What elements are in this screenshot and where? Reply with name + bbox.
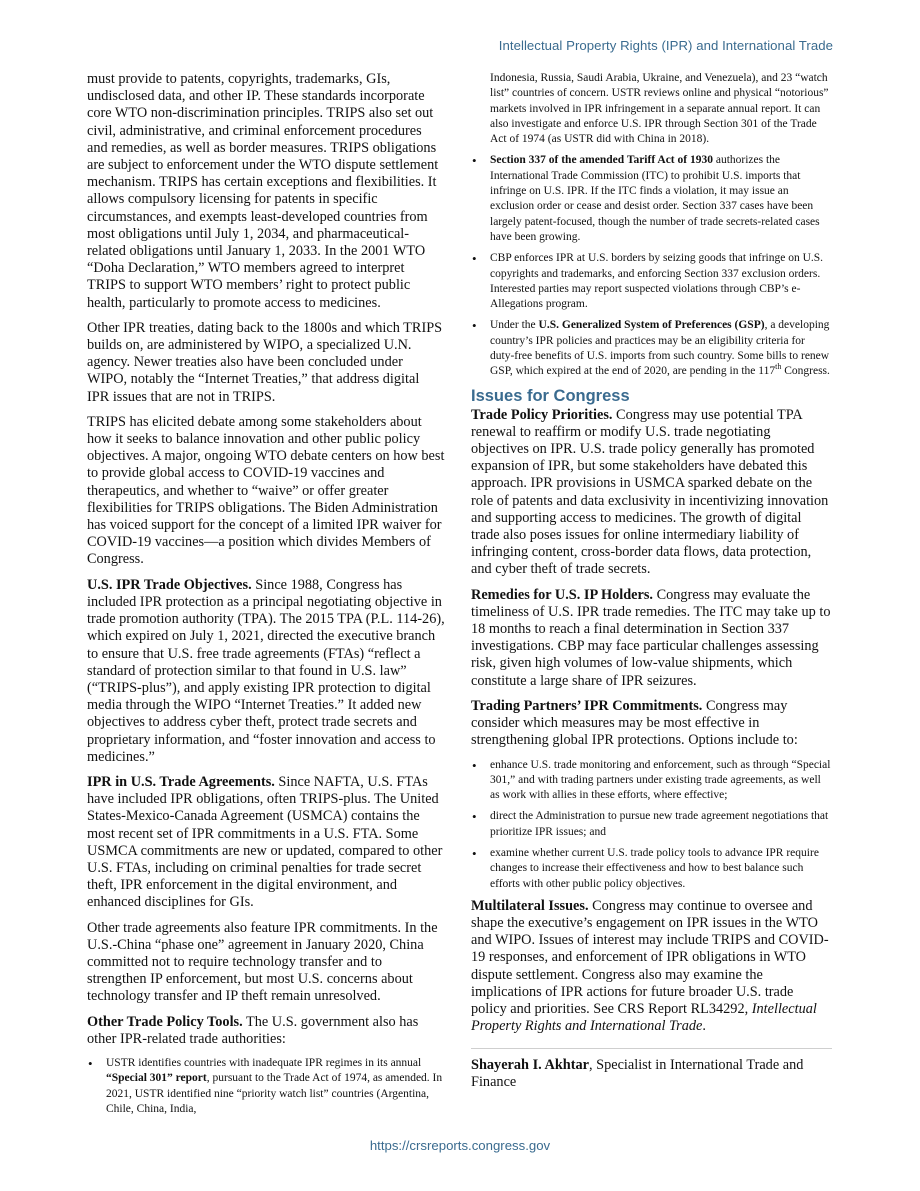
section-lead: Other Trade Policy Tools. [87, 1013, 243, 1030]
section-heading-issues-for-congress: Issues for Congress [471, 386, 630, 405]
footer-url-link[interactable]: https://crsreports.congress.gov [369, 1138, 551, 1153]
section-lead: U.S. IPR Trade Objectives. [87, 576, 252, 593]
trade-tools-list-continued [471, 71, 832, 380]
section-lead: Trading Partners’ IPR Commitments. [471, 697, 703, 714]
list-item-option-direct: • direct the Administration to pursue new trade agreement negotiations that prioritize IPR issues; and [471, 809, 832, 840]
paragraph-ipr-trade-objectives: U.S. IPR Trade Objectives. Since 1988, Congress has included IPR protection as a principal negotiating objective in trade promotion authority (TPA). The 2015 TPA (P.L. 114-26), which expired on July 1, 2021, directed the executive branch to ensure that U.S. free trade agreements (FTAs) “reflect a standard of protection similar to that found in U.S. law” (“TRIPS-plus”), and apply existing IPR protection to digital media through the WIPO “Internet Treaties.” It added new objectives to address cyber theft, protect trade secrets and proprietary information, and “foster innovation and access to medicines.” [87, 576, 445, 765]
list-item-option-enhance: • enhance U.S. trade monitoring and enforcement, such as through “Special 301,” and with trading partners under existing trade agreements, as well as work with allies in these efforts, where effective; [471, 758, 832, 804]
options-list [471, 758, 832, 892]
list-item-gsp: • Under the U.S. Generalized System of Preferences (GSP), a developing country’s IPR policies and practices may be an eligibility criteria for duty-free benefits of U.S. imports from such country. Some bills to renew GSP, which expired at the end of 2020, are pending in the 117th Congress. [471, 318, 832, 379]
paragraph-ipr-trade-agreements: IPR in U.S. Trade Agreements. Since NAFTA, U.S. FTAs have included IPR obligations, often TRIPS-plus. The United States-Mexico-Canada Agreement (USMCA) contains the most recent set of IPR commitments in a U.S. FTA. Some USMCA commitments are new or updated, compared to other U.S. FTAs, including on criminal penalties for trade secret theft, IPR enforcement in the digital environment, and enhanced disciplines for GIs. [87, 773, 443, 911]
author-line [471, 1057, 832, 1092]
list-item-special-301-continued: Indonesia, Russia, Saudi Arabia, Ukraine, and Venezuela), and 23 “watch list” countries of concern. USTR reviews online and physical “notorious” markets involved in IPR infringement in a separate annual report. It can also investigate and enforce U.S. IPR through Section 301 of the Trade Act of 1974 (as USTR did with China in 2018). [490, 72, 829, 146]
paragraph-trade-policy-priorities: Trade Policy Priorities. Congress may use potential TPA renewal to reaffirm or modify U.S. trade negotiating objectives on IPR. U.S. trade policy generally has promoted expansion of IPR, but some stakeholders have debated this approach. IPR provisions in USMCA sparked debate on the role of patents and data exclusivity in incentivizing innovation and supporting access to medicines. The growth of digital trade also poses issues for online intermediary liability of infringing content, cross-border data flows, data protection, and cyber theft of trade secrets. [471, 406, 829, 578]
list-item-special-301: • USTR identifies countries with inadequate IPR regimes in its annual “Special 301” report, pursuant to the Trade Act of 1974, as amended. In 2021, USTR identified nine “priority watch list” countries (Argentina, Chile, China, India, [87, 1056, 445, 1117]
paragraph-other-agreements: Other trade agreements also feature IPR commitments. In the U.S.-China “phase one” agreement in January 2020, China committed not to require technology transfer and to strengthen IP enforcement, but most U.S. concerns about technology transfer and IP theft remain unresolved. [87, 919, 438, 1005]
paragraph-multilateral-issues: Multilateral Issues. Congress may continue to oversee and shape the executive’s engagement on IPR issues in the WTO and WIPO. Issues of interest may include TRIPS and COVID-19 responses, and enforcement of IPR obligations in WTO dispute settlement. Congress also may examine the implications of IPR actions for future broader U.S. trade policy and priorities. See CRS Report RL34292, Intellectual Property Rights and International Trade. [471, 897, 829, 1035]
section-lead: IPR in U.S. Trade Agreements. [87, 773, 275, 790]
right-column [471, 71, 832, 1092]
author-title: , Specialist in International Trade and Finance [471, 1056, 804, 1090]
left-column [87, 71, 445, 1123]
section-lead: Trade Policy Priorities. [471, 406, 613, 423]
list-item-option-examine: • examine whether current U.S. trade policy tools to advance IPR require changes to increase their effectiveness and how to best balance such efforts with other public policy objectives. [471, 846, 832, 892]
paragraph-other-trade-tools: Other Trade Policy Tools. The U.S. government also has other IPR-related trade authorities: [87, 1013, 419, 1047]
paragraph-trips-debate: TRIPS has elicited debate among some stakeholders about how it seeks to balance innovation and other public policy objectives. A major, ongoing WTO debate centers on how best to provide global access to COVID-19 vaccines and therapeutics, and whether to “waive” or offer greater flexibilities for TRIPS obligations. The Biden Administration has voiced support for the concept of a limited IPR waiver for COVID-19 vaccines—a position which divides Members of Congress. [87, 413, 445, 568]
paragraph-trading-partners: Trading Partners’ IPR Commitments. Congress may consider which measures may be most effective in strengthening global IPR protections. Options include to: [471, 697, 798, 749]
paragraph-remedies: Remedies for U.S. IP Holders. Congress may evaluate the timeliness of U.S. IPR trade remedies. The ITC may take up to 18 months to reach a final determination in Section 337 investigations. CBP may face particular challenges assessing risk, given high volumes of low-value shipments, which constitute a large share of IPR seizures. [471, 586, 831, 689]
section-lead: Multilateral Issues. [471, 897, 589, 914]
section-lead: Remedies for U.S. IP Holders. [471, 586, 654, 603]
running-header: Intellectual Property Rights (IPR) and International Trade [498, 38, 833, 53]
paragraph-trips-standards: must provide to patents, copyrights, trademarks, GIs, undisclosed data, and other IP. These standards incorporate core WTO non-discrimination principles. TRIPS also set out civil, administrative, and criminal enforcement procedures and remedies, as well as border measures. TRIPS obligations are subject to enforcement under the WTO dispute settlement mechanism. TRIPS has certain exceptions and flexibilities. It allows compulsory licensing for patents in specific circumstances, and exempts least-developed countries from most obligations until July 1, 2034, and pharmaceutical-related obligations until January 1, 2033. In the 2001 WTO “Doha Declaration,” WTO members agreed to interpret TRIPS to support WTO members’ right to protect public health, particularly to promote access to medicines. [87, 71, 439, 311]
list-item-section-337: • Section 337 of the amended Tariff Act of 1930 authorizes the International Trade Commission (ITC) to prohibit U.S. imports that infringe on U.S. IPR. If the ITC finds a violation, it may issue an exclusion order or cease and desist order. Section 337 cases have been largely patent-focused, though the number of trade secrets-related cases have been growing. [471, 153, 832, 245]
list-item-cbp: • CBP enforces IPR at U.S. borders by seizing goods that infringe on U.S. copyrights and trademarks, and enforcing Section 337 exclusion orders. Interested parties may report suspected violations through CBP’s e-Allegations program. [471, 251, 832, 312]
author-name: Shayerah I. Akhtar [471, 1056, 589, 1073]
report-title: Intellectual Property Rights and International Trade [471, 1001, 817, 1035]
author-divider [471, 1048, 832, 1049]
trade-tools-list [87, 1056, 445, 1117]
paragraph-other-ipr-treaties: Other IPR treaties, dating back to the 1800s and which TRIPS builds on, are administered by WIPO, a specialized U.N. agency. Newer treaties also have been concluded under WIPO, notably the “Internet Treaties,” that address digital IPR issues that are not in TRIPS. [87, 319, 443, 405]
